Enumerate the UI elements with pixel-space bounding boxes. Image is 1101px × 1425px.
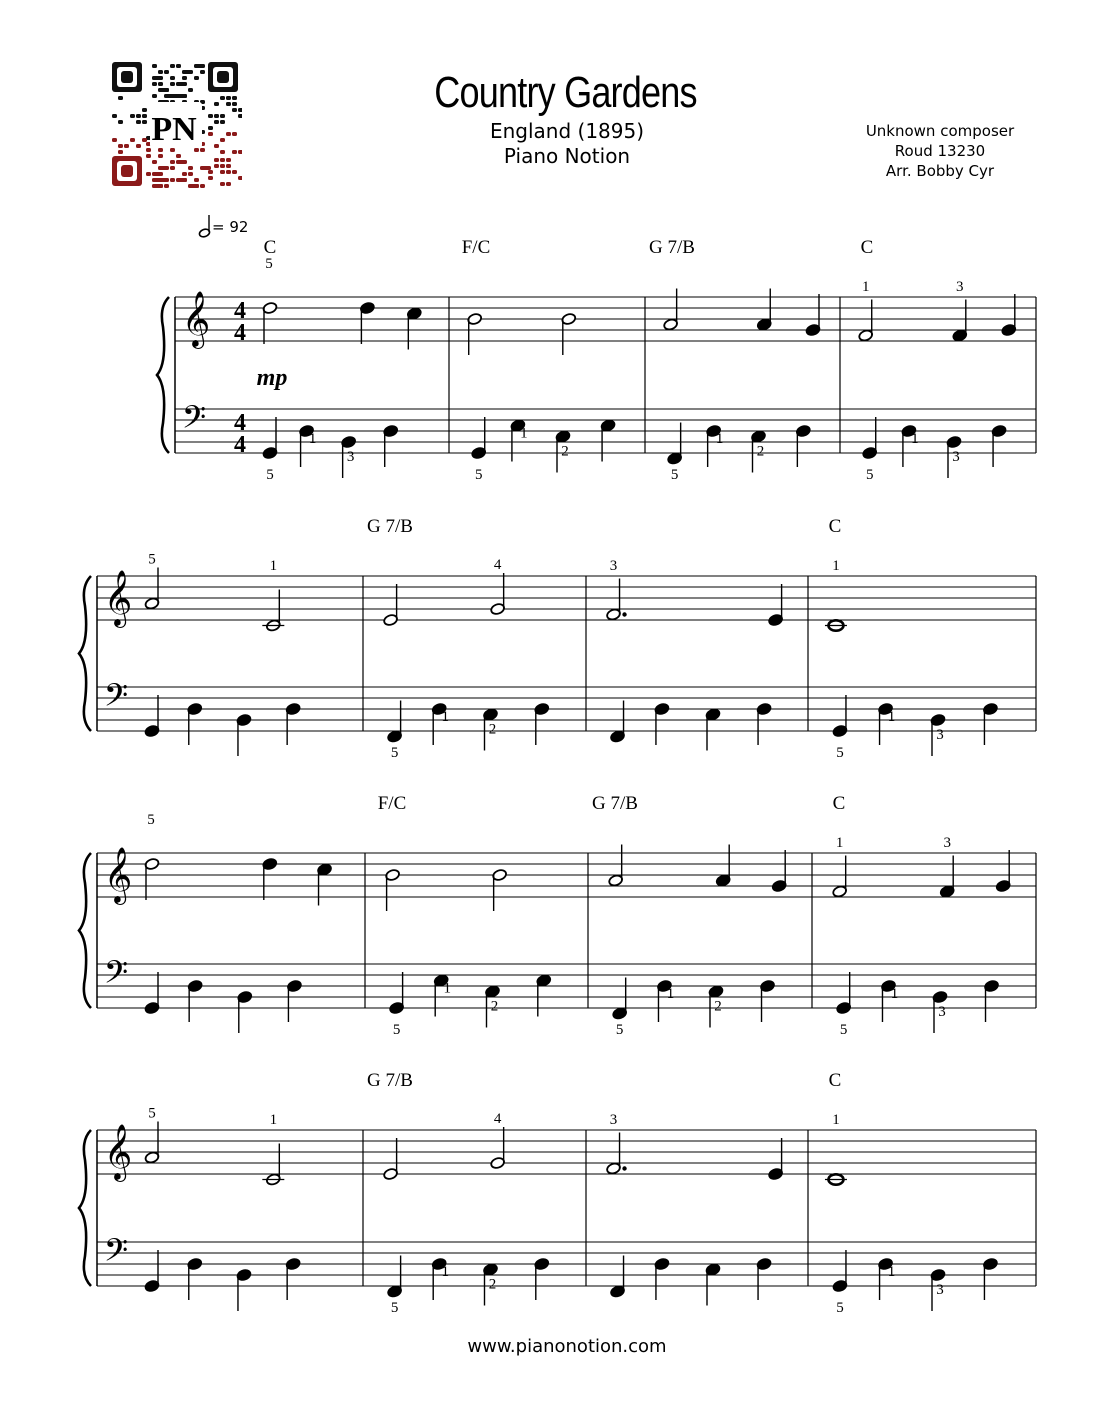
bass-clef-icon: 𝄢 [103, 954, 129, 998]
fingering-number: 1 [520, 425, 528, 442]
treble-clef-icon: 𝄞 [103, 570, 133, 626]
fingering-number: 5 [670, 467, 679, 483]
fingering-number: 1 [832, 558, 840, 574]
fingering-number: 2 [488, 721, 497, 738]
fingering-number: 3 [952, 449, 960, 465]
fingering-number: 1 [666, 986, 675, 1002]
fingering-number: 1 [861, 279, 870, 295]
roud-number: Roud 13230 [894, 142, 986, 160]
fingering-number: 5 [265, 256, 273, 272]
chord-symbol: G 7/B [592, 793, 638, 814]
chord-symbol: C [832, 793, 846, 814]
treble-clef-icon: 𝄞 [103, 847, 133, 903]
fingering-number: 3 [609, 1112, 618, 1128]
fingering-number: 1 [269, 558, 278, 574]
fingering-number: 1 [911, 431, 919, 447]
fingering-number: 3 [936, 727, 944, 743]
dynamic-marking: mp [256, 365, 288, 391]
chord-symbol: F/C [461, 237, 491, 258]
fingering-number: 2 [488, 1276, 497, 1293]
time-signature-top: 4 [234, 298, 246, 324]
fingering-number: 5 [474, 467, 483, 483]
fingering-number: 5 [392, 1022, 401, 1038]
fingering-number: 2 [714, 998, 722, 1015]
fingering-number: 4 [493, 557, 502, 573]
chord-symbol: C [860, 237, 874, 258]
fingering-number: 1 [441, 1264, 449, 1280]
fingering-number: 2 [490, 998, 499, 1015]
brace-icon [79, 853, 91, 1008]
arranger-credit: Arr. Bobby Cyr [885, 162, 995, 180]
song-title: Country Gardens [434, 68, 697, 117]
fingering-number: 1 [835, 835, 844, 851]
fingering-number: 1 [832, 1112, 840, 1128]
brace-icon [79, 576, 91, 731]
chord-symbol: G 7/B [367, 516, 413, 537]
fingering-number: 1 [887, 1264, 896, 1280]
treble-clef-icon: 𝄞 [181, 291, 211, 347]
fingering-number: 1 [887, 709, 896, 725]
fingering-number: 5 [147, 812, 155, 828]
fingering-number: 3 [956, 279, 964, 295]
chord-symbol: G 7/B [367, 1070, 413, 1091]
brace-icon [157, 297, 169, 453]
qr-logo-text: PN [151, 111, 197, 148]
chord-symbol: G 7/B [649, 237, 695, 258]
fingering-number: 5 [390, 1300, 399, 1316]
chord-symbol: C [828, 516, 842, 537]
fingering-number: 1 [715, 431, 724, 447]
fingering-number: 5 [839, 1022, 848, 1038]
time-signature-bottom: 4 [234, 320, 246, 346]
fingering-number: 2 [756, 443, 765, 460]
fingering-number: 5 [148, 1105, 156, 1122]
treble-clef-icon: 𝄞 [103, 1124, 133, 1180]
fingering-number: 5 [865, 467, 874, 483]
fingering-number: 5 [390, 745, 399, 761]
song-origin: England (1895) [489, 119, 645, 143]
fingering-number: 3 [346, 449, 355, 465]
tempo-value: = 92 [212, 218, 249, 236]
bass-clef-icon: 𝄢 [103, 677, 129, 721]
chord-symbol: F/C [377, 793, 407, 814]
fingering-number: 3 [609, 558, 618, 574]
treble-note [606, 1162, 627, 1175]
fingering-number: 1 [308, 431, 317, 447]
fingering-number: 3 [938, 1004, 946, 1020]
fingering-number: 2 [561, 443, 569, 460]
fingering-number: 1 [269, 1112, 278, 1128]
fingering-number: 5 [615, 1022, 624, 1038]
fingering-number: 5 [836, 1300, 844, 1316]
fingering-number: 4 [493, 1111, 502, 1127]
brace-icon [79, 1130, 91, 1286]
bass-clef-icon: 𝄢 [103, 1232, 129, 1276]
fingering-number: 1 [441, 709, 449, 725]
chord-symbol: C [828, 1070, 842, 1091]
bass-clef-icon: 𝄢 [181, 399, 207, 443]
time-signature-top: 4 [234, 410, 246, 436]
fingering-number: 1 [443, 980, 451, 997]
fingering-number: 5 [148, 551, 156, 568]
composer-credit: Unknown composer [865, 122, 1015, 140]
fingering-number: 3 [936, 1282, 944, 1298]
chord-symbol: C [263, 237, 277, 258]
treble-note [606, 608, 627, 621]
publisher-name: Piano Notion [503, 144, 631, 168]
footer-url: www.pianonotion.com [467, 1336, 667, 1357]
fingering-number: 5 [836, 745, 844, 761]
fingering-number: 5 [266, 467, 274, 483]
fingering-number: 1 [890, 986, 899, 1002]
fingering-number: 3 [943, 835, 951, 851]
time-signature-bottom: 4 [234, 432, 246, 458]
